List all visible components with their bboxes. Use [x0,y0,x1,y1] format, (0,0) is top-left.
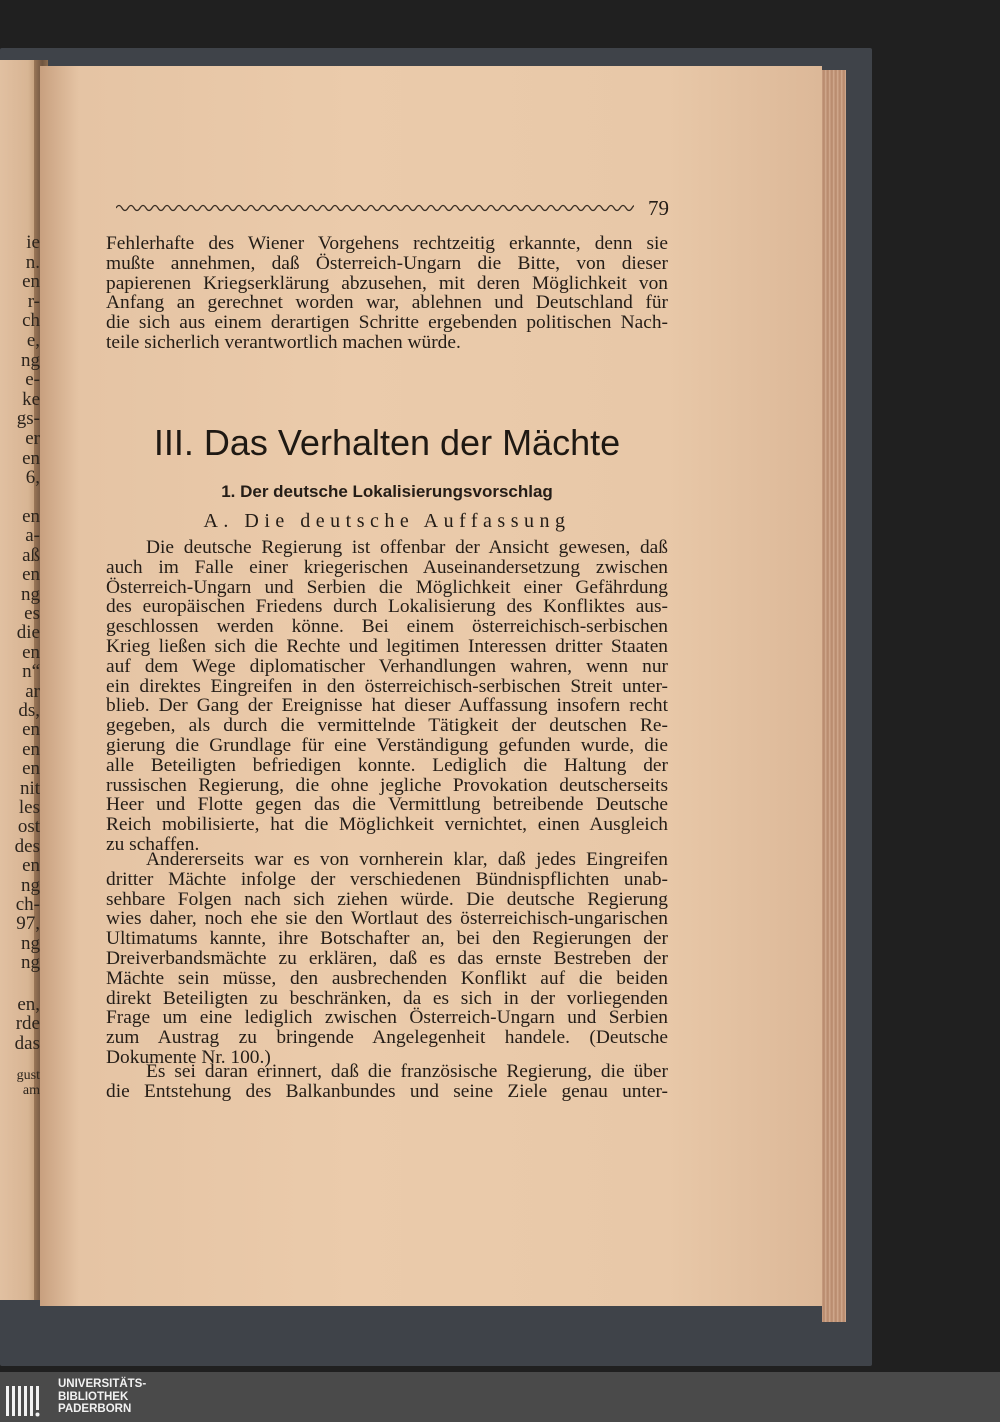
left-page-fragment: gust [16,1068,40,1083]
left-page-fragment: en [22,564,40,586]
text-line: wies daher, noch ehe sie den Wortlaut des österreichisch-ungarischen [106,908,668,930]
text-line: mußte annehmen, daß Österreich-Ungarn die Bitte, von dieser [106,252,668,274]
library-name [58,1378,146,1416]
left-page-fragment: er [25,428,40,449]
text-line: Österreich-Ungarn und Serbien die Möglichkeit einer Gefährdung [106,576,668,598]
left-page-fragment: ch [22,310,40,332]
top-paragraph [106,234,668,353]
library-logo-icon [6,1382,48,1418]
left-page-fragment: ds, [18,700,40,721]
left-page-fragment: ar [25,680,40,702]
text-line: geschlossen werden könne. Bei einem österreichisch-serbischen [106,616,668,638]
text-line: auf dem Wege diplomatischer Verhandlungen wahren, wenn nur [106,655,668,677]
text-line: papierenen Kriegserklärung abzusehen, mit deren Möglichkeit von [106,272,668,294]
text-line: Mächte sein müsse, den ausbrechenden Konflikt auf die beiden [106,967,668,989]
text-line: Reich mobilisierte, hat die Möglichkeit vernichtet, einen Ausgleich [106,814,668,836]
text-line: Frage um eine lediglich zwischen Österreich-Ungarn und Serbien [106,1007,668,1029]
text-line: blieb. Der Gang der Ereignisse hat dieser Auffassung insofern recht [106,695,668,717]
left-page-fragment: n. [25,251,40,273]
text-line: direkt Beteiligten zu beschränken, da es sich in der vorliegenden [106,987,668,1009]
left-page-fragment: nit [19,777,40,799]
left-page-fragment: ost [17,816,40,838]
left-page-fragment: rde [15,1013,40,1035]
text-line: Es sei daran erinnert, daß die französische Regierung, die über [146,1061,668,1082]
chapter-title: III. Das Verhalten der Mächte [153,422,621,463]
left-page-fragment: das [14,1032,40,1054]
left-page-fragment: e, [26,330,40,351]
left-page-fragment: des [14,835,40,857]
paragraph-1 [106,538,668,855]
text-line: ein direktes Eingreifen in den österreichisch-serbischen Streit unter- [106,675,668,697]
left-page-fragment: ie [26,232,40,253]
left-page-fragment: am [22,1083,40,1098]
text-line: Fehlerhafte des Wiener Vorgehens rechtzeitig erkannte, denn sie [106,233,668,254]
text-line: zum Austrag zu bringende Angelegenheit handele. (Deutsche [106,1027,668,1049]
left-page-fragment: ng [21,932,40,954]
right-page [40,66,822,1306]
text-line: die Entstehung des Balkanbundes und seine Ziele genau unter- [106,1080,668,1102]
text-line: Andererseits war es von vornherein klar, daß jedes Eingreifen [146,849,668,870]
left-page-fragment: a- [25,525,40,547]
text-line: Krieg ließen sich die Rechte und legitimen Interessen dritter Staaten [106,635,668,657]
left-page-fragment: ke [22,388,40,410]
left-page-fragment: en [22,738,40,760]
left-page-fragment: ng [21,349,40,371]
text-line: gegeben, als durch die vermittelnde Tätigkeit der deutschen Re- [106,715,668,737]
text-line: dritter Mächte infolge der verschiedenen Bündnispflichten unab- [106,868,668,890]
text-line: russischen Regierung, die ohne jegliche Provokation deutscherseits [106,774,668,796]
left-page-fragment: n“ [22,661,40,683]
left-page-fragment: en, [17,994,40,1015]
text-line: Anfang an gerechnet worden war, ablehnen und Deutschland für [106,292,668,314]
left-page-fragment: e- [25,369,40,391]
text-line: teile sicherlich verantwortlich machen würde. [106,331,461,353]
text-line: Die deutsche Regierung ist offenbar der Ansicht gewesen, daß [146,537,668,558]
text-line: Dokumente Nr. 100.) [106,1046,271,1068]
text-line: Ultimatums kannte, ihre Botschafter an, bei den Regierungen der [106,928,668,950]
text-line: Heer und Flotte gegen das die Vermittlung betreibende Deutsche [106,794,668,816]
text-line: die sich aus einem derartigen Schritte ergebenden politischen Nach- [106,312,668,334]
left-page-fragment: r- [27,290,40,312]
section-heading: 1. Der deutsche Lokalisierungsvorschlag [221,482,553,501]
text-line: sehbare Folgen nach sich ziehen würde. Die deutsche Regierung [106,888,668,910]
library-name-line: PADERBORN [58,1403,132,1415]
left-page-fragment: en [22,719,40,741]
left-page-fragment: ng [21,874,40,896]
text-line: auch im Falle einer kriegerischen Auseinandersetzung zwischen [106,556,668,578]
left-page-fragment: en [22,641,40,663]
left-page-fragment: en [22,506,40,527]
left-page-fragment: en [22,855,40,877]
left-page-fragment: en [22,271,40,293]
left-page-fragment: die [16,622,40,644]
text-line: Dreiverbandsmächte zu erklären, daß es das ernste Bestreben der [106,947,668,969]
page-edges [822,70,846,1322]
left-page-fragment: en [22,447,40,469]
library-name-line: UNIVERSITÄTS- [58,1378,147,1390]
paragraph-2 [106,850,668,1068]
header-ornament [116,200,634,216]
left-page-fragment: gs- [16,408,40,430]
text-line: alle Beteiligten befriedigen konnte. Lediglich die Haltung der [106,754,668,776]
library-footer [0,1372,1000,1422]
left-page-fragment: les [18,797,40,818]
text-line: zu schaffen. [106,833,200,855]
text-line: gierung die Grundlage für eine Verständigung gefunden wurde, die [106,734,668,756]
left-page-fragment: aß [22,544,40,566]
left-page-fragment: es [24,603,40,624]
left-page-fragment: 6, [25,467,40,489]
left-page-fragment: en [22,758,40,780]
page-number: 79 [648,196,669,220]
left-page-fragment: ng [21,952,40,974]
left-page-fragment: ch- [15,894,40,915]
library-name-line: BIBLIOTHEK [58,1390,129,1403]
subsection-heading: A. Die deutsche Auffassung [203,510,571,532]
left-page-fragment: 97, [16,913,40,935]
text-line: des europäischen Friedens durch Lokalisierung des Konfliktes aus- [106,596,668,618]
paragraph-3 [106,1062,668,1102]
left-page-fragment: ng [21,583,40,605]
